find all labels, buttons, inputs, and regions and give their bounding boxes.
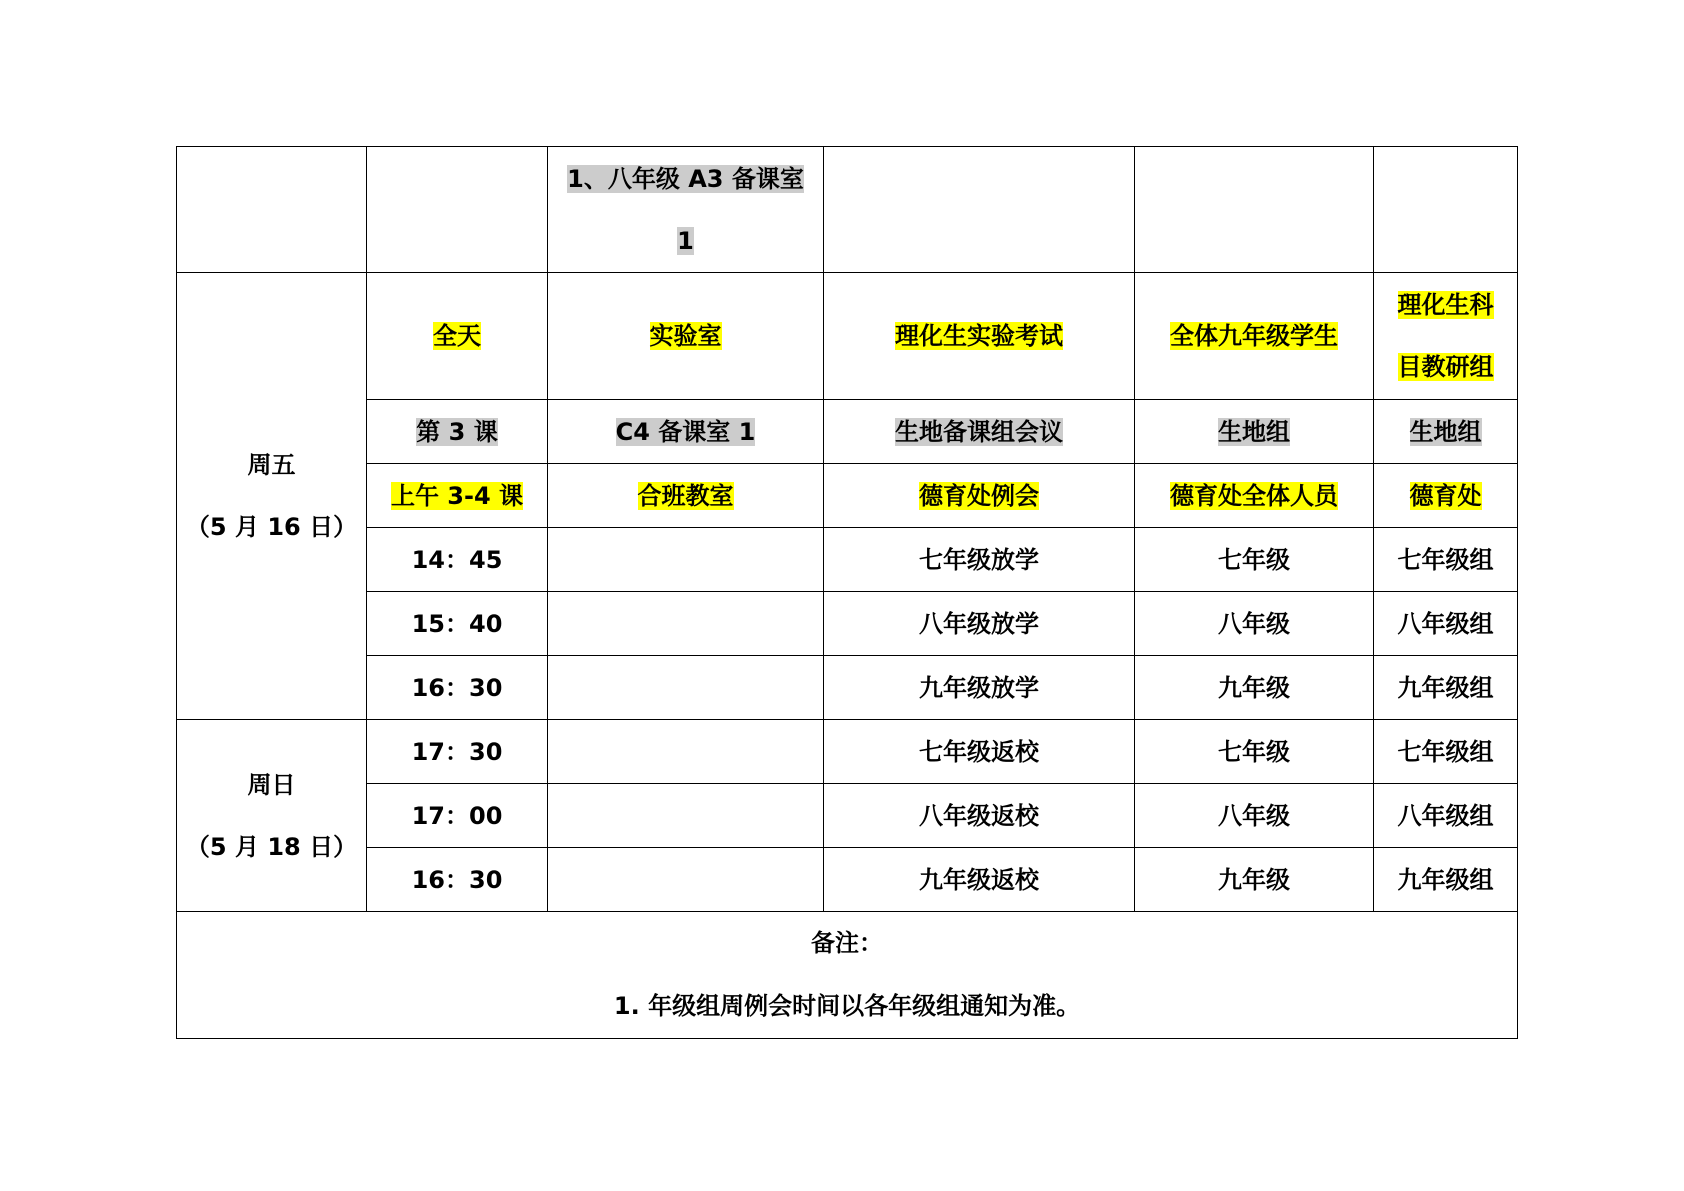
day-label: 周五 [247, 451, 296, 479]
time-cell: 17：30 [367, 720, 548, 784]
time-cell: 17：00 [367, 784, 548, 848]
participants-cell [1135, 400, 1374, 464]
event-text: 德育处例会 [919, 481, 1039, 510]
location-text: 1 [677, 226, 694, 255]
organizer-cell: 九年级组 [1374, 656, 1518, 720]
event-cell [824, 147, 1135, 273]
participants-cell [1135, 464, 1374, 528]
event-cell: 九年级返校 [824, 848, 1135, 912]
table-row [177, 147, 1518, 273]
participants-cell [1135, 147, 1374, 273]
event-cell [824, 273, 1135, 400]
time-text: 上午 3-4 课 [390, 481, 524, 510]
organizer-text: 德育处 [1409, 481, 1482, 510]
location-cell [548, 656, 824, 720]
location-cell [548, 720, 824, 784]
participants-cell: 七年级 [1135, 528, 1374, 592]
table-row [177, 656, 1518, 720]
participants-cell: 八年级 [1135, 592, 1374, 656]
location-text: 合班教室 [637, 481, 734, 510]
event-text: 生地备课组会议 [895, 417, 1063, 446]
date-label: （5 月 18 日） [185, 832, 358, 861]
table-row [177, 273, 1518, 400]
table-row [177, 848, 1518, 912]
time-text: 第 3 课 [416, 417, 498, 446]
time-cell: 14：45 [367, 528, 548, 592]
organizer-cell: 七年级组 [1374, 528, 1518, 592]
notes-row [177, 912, 1518, 1039]
table-row [177, 784, 1518, 848]
participants-cell: 九年级 [1135, 656, 1374, 720]
organizer-cell: 九年级组 [1374, 848, 1518, 912]
location-cell [548, 273, 824, 400]
time-cell [367, 400, 548, 464]
location-text: 1、八年级 A3 备课室 [567, 164, 804, 193]
table-row [177, 528, 1518, 592]
organizer-cell [1374, 273, 1518, 400]
event-cell [824, 400, 1135, 464]
table-row [177, 720, 1518, 784]
participants-cell [1135, 273, 1374, 400]
organizer-cell [1374, 464, 1518, 528]
event-cell: 八年级放学 [824, 592, 1135, 656]
time-cell: 16：30 [367, 848, 548, 912]
location-cell [548, 400, 824, 464]
event-cell: 八年级返校 [824, 784, 1135, 848]
date-label: （5 月 16 日） [185, 513, 358, 541]
table-row [177, 400, 1518, 464]
participants-text: 生地组 [1218, 417, 1290, 446]
table-row [177, 592, 1518, 656]
time-cell [367, 464, 548, 528]
organizer-cell [1374, 400, 1518, 464]
location-cell [548, 784, 824, 848]
notes-heading: 备注： [811, 929, 883, 957]
organizer-cell: 八年级组 [1374, 784, 1518, 848]
time-cell: 15：40 [367, 592, 548, 656]
location-cell [548, 848, 824, 912]
event-cell [824, 464, 1135, 528]
location-cell [548, 147, 824, 273]
location-text: C4 备课室 1 [615, 417, 756, 446]
event-text: 理化生实验考试 [895, 322, 1063, 350]
day-cell-sunday [177, 720, 367, 912]
notes-cell [177, 912, 1518, 1039]
event-cell: 七年级返校 [824, 720, 1135, 784]
day-cell [177, 147, 367, 273]
time-cell: 16：30 [367, 656, 548, 720]
schedule-table [176, 146, 1518, 1039]
time-cell [367, 273, 548, 400]
day-cell-friday [177, 273, 367, 720]
organizer-text: 目教研组 [1397, 353, 1494, 381]
location-cell [548, 464, 824, 528]
table-row [177, 464, 1518, 528]
organizer-cell: 七年级组 [1374, 720, 1518, 784]
organizer-cell [1374, 147, 1518, 273]
participants-cell: 九年级 [1135, 848, 1374, 912]
participants-cell: 七年级 [1135, 720, 1374, 784]
participants-cell: 八年级 [1135, 784, 1374, 848]
event-cell: 七年级放学 [824, 528, 1135, 592]
organizer-text: 生地组 [1409, 417, 1482, 446]
organizer-cell: 八年级组 [1374, 592, 1518, 656]
organizer-text: 理化生科 [1397, 291, 1494, 319]
location-cell [548, 592, 824, 656]
time-cell [367, 147, 548, 273]
participants-text: 德育处全体人员 [1170, 481, 1338, 510]
event-cell: 九年级放学 [824, 656, 1135, 720]
location-text: 实验室 [649, 322, 722, 350]
notes-line: 1. 年级组周例会时间以各年级组通知为准。 [613, 992, 1081, 1020]
location-cell [548, 528, 824, 592]
day-label: 周日 [247, 770, 296, 799]
participants-text: 全体九年级学生 [1170, 322, 1338, 350]
time-text: 全天 [433, 322, 481, 350]
